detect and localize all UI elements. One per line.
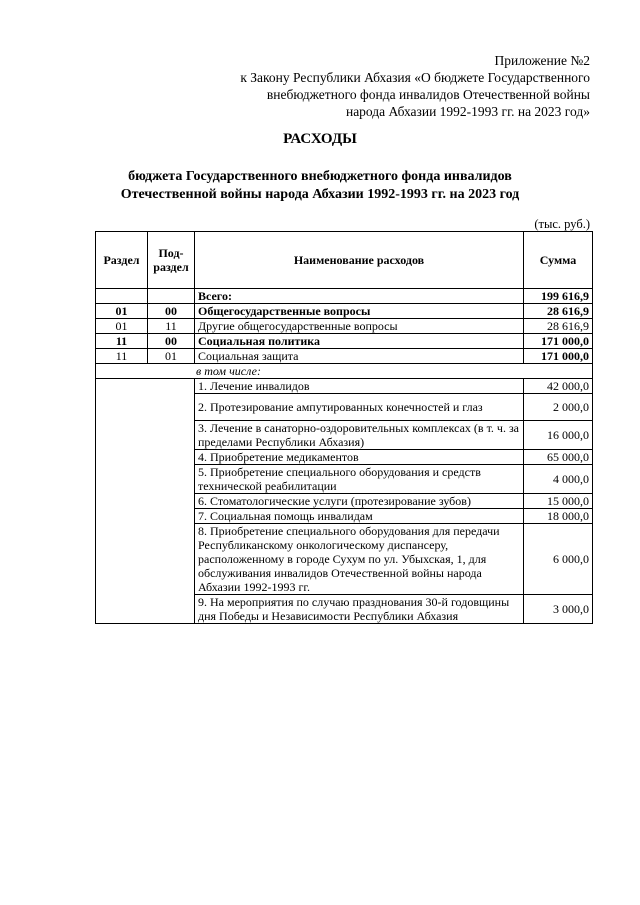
header-amount: Сумма bbox=[524, 232, 593, 289]
item-name: 9. На мероприятия по случаю празднования 30-й годовщины дня Победы и Независимости Республики Абхазия bbox=[195, 595, 524, 624]
row-name: Социальная защита bbox=[195, 349, 524, 364]
including-note: в том числе: bbox=[96, 364, 593, 379]
item-amount: 2 000,0 bbox=[524, 394, 593, 421]
row-subsection: 00 bbox=[148, 304, 195, 319]
subtitle-line: бюджета Государственного внебюджетного фонда инвалидов bbox=[128, 169, 512, 184]
item-name: 7. Социальная помощь инвалидам bbox=[195, 509, 524, 524]
expenses-table bbox=[95, 231, 593, 624]
item-name: 6. Стоматологические услуги (протезирование зубов) bbox=[195, 494, 524, 509]
item-name: 3. Лечение в санаторно-оздоровительных комплексах (в т. ч. за пределами Республики Абхазия) bbox=[195, 421, 524, 450]
item-amount: 15 000,0 bbox=[524, 494, 593, 509]
item-amount: 65 000,0 bbox=[524, 450, 593, 465]
row-amount: 28 616,9 bbox=[524, 319, 593, 334]
header-subsection: Под-раздел bbox=[148, 232, 195, 289]
item-name: 1. Лечение инвалидов bbox=[195, 379, 524, 394]
appendix-line: к Закону Республики Абхазия «О бюджете Государственного bbox=[240, 70, 590, 85]
total-amount: 199 616,9 bbox=[524, 289, 593, 304]
appendix-line: Приложение №2 bbox=[494, 53, 590, 68]
total-row bbox=[96, 289, 593, 304]
item-amount: 42 000,0 bbox=[524, 379, 593, 394]
appendix-line: народа Абхазии 1992-1993 гг. на 2023 год» bbox=[345, 104, 590, 119]
empty-merged-cell bbox=[96, 379, 195, 624]
row-subsection: 00 bbox=[148, 334, 195, 349]
row-name: Другие общегосударственные вопросы bbox=[195, 319, 524, 334]
row-section: 11 bbox=[96, 349, 148, 364]
item-name: 4. Приобретение медикаментов bbox=[195, 450, 524, 465]
row-subsection: 11 bbox=[148, 319, 195, 334]
table-row bbox=[96, 304, 593, 319]
item-name: 2. Протезирование ампутированных конечностей и глаз bbox=[195, 394, 524, 421]
row-subsection: 01 bbox=[148, 349, 195, 364]
document-subtitle bbox=[0, 168, 640, 204]
appendix-line: внебюджетного фонда инвалидов Отечественной войны bbox=[266, 87, 590, 102]
row-name: Общегосударственные вопросы bbox=[195, 304, 524, 319]
row-name: Социальная политика bbox=[195, 334, 524, 349]
item-amount: 4 000,0 bbox=[524, 465, 593, 494]
row-amount: 28 616,9 bbox=[524, 304, 593, 319]
item-name: 5. Приобретение специального оборудования и средств технической реабилитации bbox=[195, 465, 524, 494]
table-row bbox=[96, 334, 593, 349]
row-amount: 171 000,0 bbox=[524, 334, 593, 349]
row-section: 01 bbox=[96, 304, 148, 319]
item-amount: 18 000,0 bbox=[524, 509, 593, 524]
document-title: РАСХОДЫ bbox=[283, 131, 357, 147]
subtitle-line: Отечественной войны народа Абхазии 1992-1993 гг. на 2023 год bbox=[120, 187, 520, 202]
row-section: 01 bbox=[96, 319, 148, 334]
row-section: 11 bbox=[96, 334, 148, 349]
item-amount: 3 000,0 bbox=[524, 595, 593, 624]
item-amount: 6 000,0 bbox=[524, 524, 593, 595]
header-name: Наименование расходов bbox=[195, 232, 524, 289]
item-name: 8. Приобретение специального оборудования для передачи Республиканскому онкологическому диспансеру, расположенному в городе Сухум по ул. Убыхская, 1, для обслуживания инвалидов Отечественной войны народа Абхазии 1992-1993 гг. bbox=[195, 524, 524, 595]
table-row bbox=[96, 349, 593, 364]
unit-label: (тыс. руб.) bbox=[534, 217, 590, 231]
appendix-header bbox=[240, 52, 590, 120]
header-section: Раздел bbox=[96, 232, 148, 289]
total-label: Всего: bbox=[195, 289, 524, 304]
item-amount: 16 000,0 bbox=[524, 421, 593, 450]
table-header-row bbox=[96, 232, 593, 289]
item-row bbox=[96, 379, 593, 394]
table-row bbox=[96, 319, 593, 334]
row-amount: 171 000,0 bbox=[524, 349, 593, 364]
including-row bbox=[96, 364, 593, 379]
